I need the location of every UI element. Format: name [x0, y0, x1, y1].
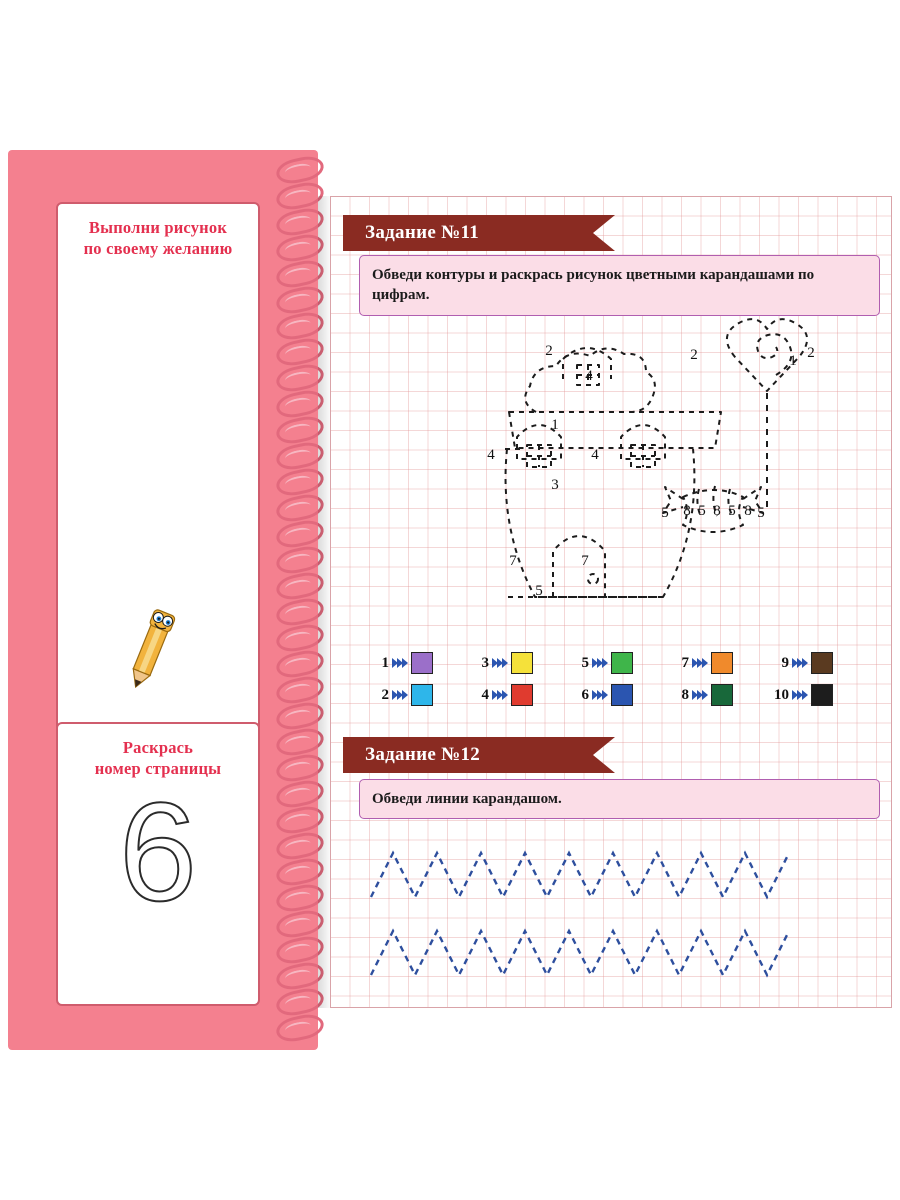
- arrow-icon: [492, 657, 508, 669]
- legend-number: 3: [481, 654, 489, 671]
- right-worksheet-page: [330, 196, 892, 1008]
- task-12-ribbon: Задание №12: [343, 737, 593, 773]
- free-drawing-title: [58, 204, 258, 259]
- legend-number: 2: [381, 686, 389, 703]
- legend-number: 5: [581, 654, 589, 671]
- legend-item: [369, 684, 469, 706]
- legend-swatch: [711, 684, 733, 706]
- legend-item: [469, 684, 569, 706]
- color-legend: [369, 652, 869, 706]
- arrow-icon: [392, 657, 408, 669]
- arrow-icon: [792, 689, 808, 701]
- legend-item: [769, 652, 869, 674]
- arrow-icon: [592, 689, 608, 701]
- figure-number: 1: [551, 417, 559, 433]
- task-11-ribbon: Задание №11: [343, 215, 593, 251]
- legend-number: 6: [581, 686, 589, 703]
- figure-number: 5: [757, 505, 765, 521]
- legend-item: [669, 652, 769, 674]
- page-number-outline: 6: [119, 773, 197, 930]
- legend-swatch: [411, 652, 433, 674]
- task-12-instruction: Обведи линии карандашом.: [359, 779, 880, 819]
- legend-item: [469, 652, 569, 674]
- legend-number: 1: [381, 654, 389, 671]
- figure-number: 2: [690, 347, 698, 363]
- free-drawing-title-line1: Выполни рисунок: [88, 218, 228, 237]
- page-number-title: [58, 724, 258, 779]
- figure-number: 2: [807, 345, 815, 361]
- legend-number: 7: [681, 654, 689, 671]
- legend-swatch: [611, 652, 633, 674]
- page-number-card: [56, 722, 260, 1006]
- task-11-instruction: Обведи контуры и раскрась рисунок цветными карандашами по цифрам.: [359, 255, 880, 316]
- arrow-icon: [392, 689, 408, 701]
- figure-number: 2: [545, 343, 553, 359]
- spiral-ring: [274, 153, 326, 186]
- figure-number: 5: [728, 503, 736, 519]
- arrow-icon: [792, 657, 808, 669]
- arrow-icon: [592, 657, 608, 669]
- legend-item: [769, 684, 869, 706]
- legend-swatch: [611, 684, 633, 706]
- figure-number: 8: [744, 503, 752, 519]
- figure-number: 8: [683, 503, 691, 519]
- figure-number: 4: [487, 447, 495, 463]
- legend-swatch: [511, 652, 533, 674]
- page-number-title-line2: номер страницы: [94, 758, 222, 778]
- legend-swatch: [511, 684, 533, 706]
- figure-number: 5: [661, 505, 669, 521]
- free-drawing-title-line2: по своему желанию: [83, 238, 233, 258]
- legend-swatch: [711, 652, 733, 674]
- legend-swatch: [411, 684, 433, 706]
- figure-number: 1: [789, 353, 797, 369]
- figure-number: 7: [509, 553, 517, 569]
- legend-item: [669, 684, 769, 706]
- legend-item: [569, 652, 669, 674]
- legend-swatch: [811, 684, 833, 706]
- tracing-artwork: [331, 197, 891, 1007]
- figure-number: 8: [713, 503, 721, 519]
- legend-item: [369, 652, 469, 674]
- legend-number: 9: [781, 654, 789, 671]
- arrow-icon: [492, 689, 508, 701]
- figure-number: 4: [585, 368, 593, 384]
- arrow-icon: [692, 689, 708, 701]
- legend-number: 8: [681, 686, 689, 703]
- legend-number: 10: [774, 686, 789, 703]
- figure-number: 7: [581, 553, 589, 569]
- pencil-icon: [116, 604, 186, 694]
- figure-number: 3: [551, 477, 559, 493]
- figure-number: 4: [591, 447, 599, 463]
- page-number-title-line1: Раскрась: [122, 738, 194, 757]
- legend-swatch: [811, 652, 833, 674]
- arrow-icon: [692, 657, 708, 669]
- free-drawing-card: [56, 202, 260, 746]
- figure-number: 5: [535, 583, 543, 599]
- legend-number: 4: [481, 686, 489, 703]
- legend-item: [569, 684, 669, 706]
- spiral-ring: [274, 1011, 326, 1044]
- figure-number: 5: [698, 503, 706, 519]
